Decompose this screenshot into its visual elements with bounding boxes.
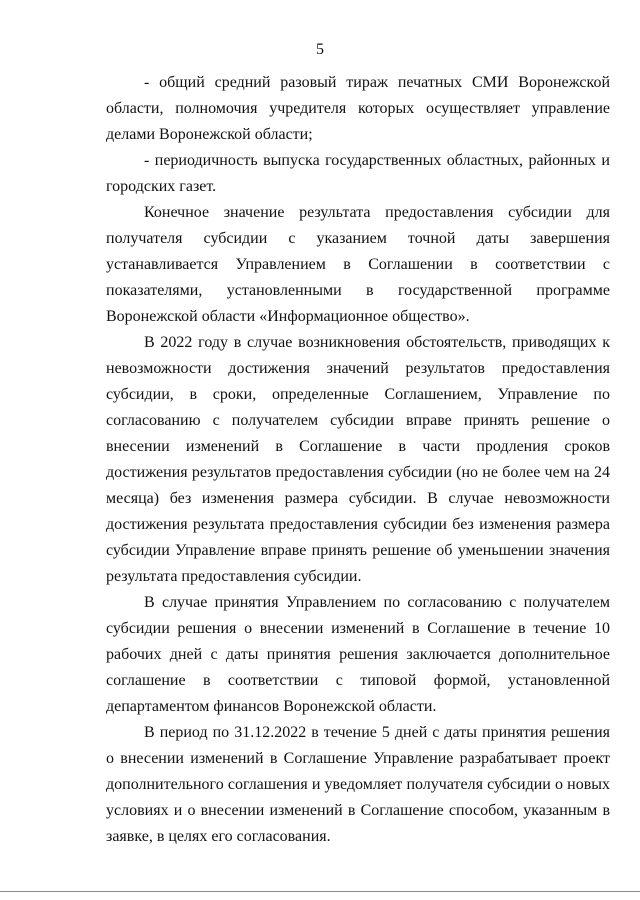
page-number: 5 [316, 41, 324, 58]
document-body [106, 70, 610, 850]
paragraph-additional-agreement: В случае принятия Управлением по согласованию с получателем субсидии решения о внесении изменений в Соглашение в течение 10 рабочих дней с даты принятия решения заключается дополнительное соглашение в соответствии с типовой формой, установленной департаментом финансов Воронежской области. [106, 594, 610, 715]
footer-rule [0, 891, 640, 892]
paragraph-2022-changes: В 2022 году в случае возникновения обстоятельств, приводящих к невозможности достижения значений результатов предоставления субсидии, в сроки, определенные Соглашением, Управление по согласованию с получателем субсидии вправе принять решение о внесении изменений в Соглашение в части продления сроков достижения результатов предоставления субсидии (но не более чем на 24 месяца) без изменения размера субсидии. В случае невозможности достижения результата предоставления субсидии без изменения размера субсидии Управление вправе принять решение об уменьшении значения результата предоставления субсидии. [106, 334, 610, 585]
paragraph-circulation: - общий средний разовый тираж печатных СМИ Воронежской области, полномочия учредителя которых осуществляет управление делами Воронежской области; [106, 74, 610, 143]
paragraph-periodicity: - периодичность выпуска государственных областных, районных и городских газет. [106, 152, 610, 195]
paragraph-final-result: Конечное значение результата предоставления субсидии для получателя субсидии с указанием точной даты завершения устанавливается Управлением в Соглашении в соответствии с показателями, установленными в государственной программе Воронежской области «Информационное общество». [106, 204, 610, 325]
paragraph-period-until-2022: В период по 31.12.2022 в течение 5 дней с даты принятия решения о внесении изменений в Соглашение Управление разрабатывает проект дополнительного соглашения и уведомляет получателя субсидии о новых условиях и о внесении изменений в Соглашение способом, указанным в заявке, в целях его согласования. [106, 724, 610, 845]
